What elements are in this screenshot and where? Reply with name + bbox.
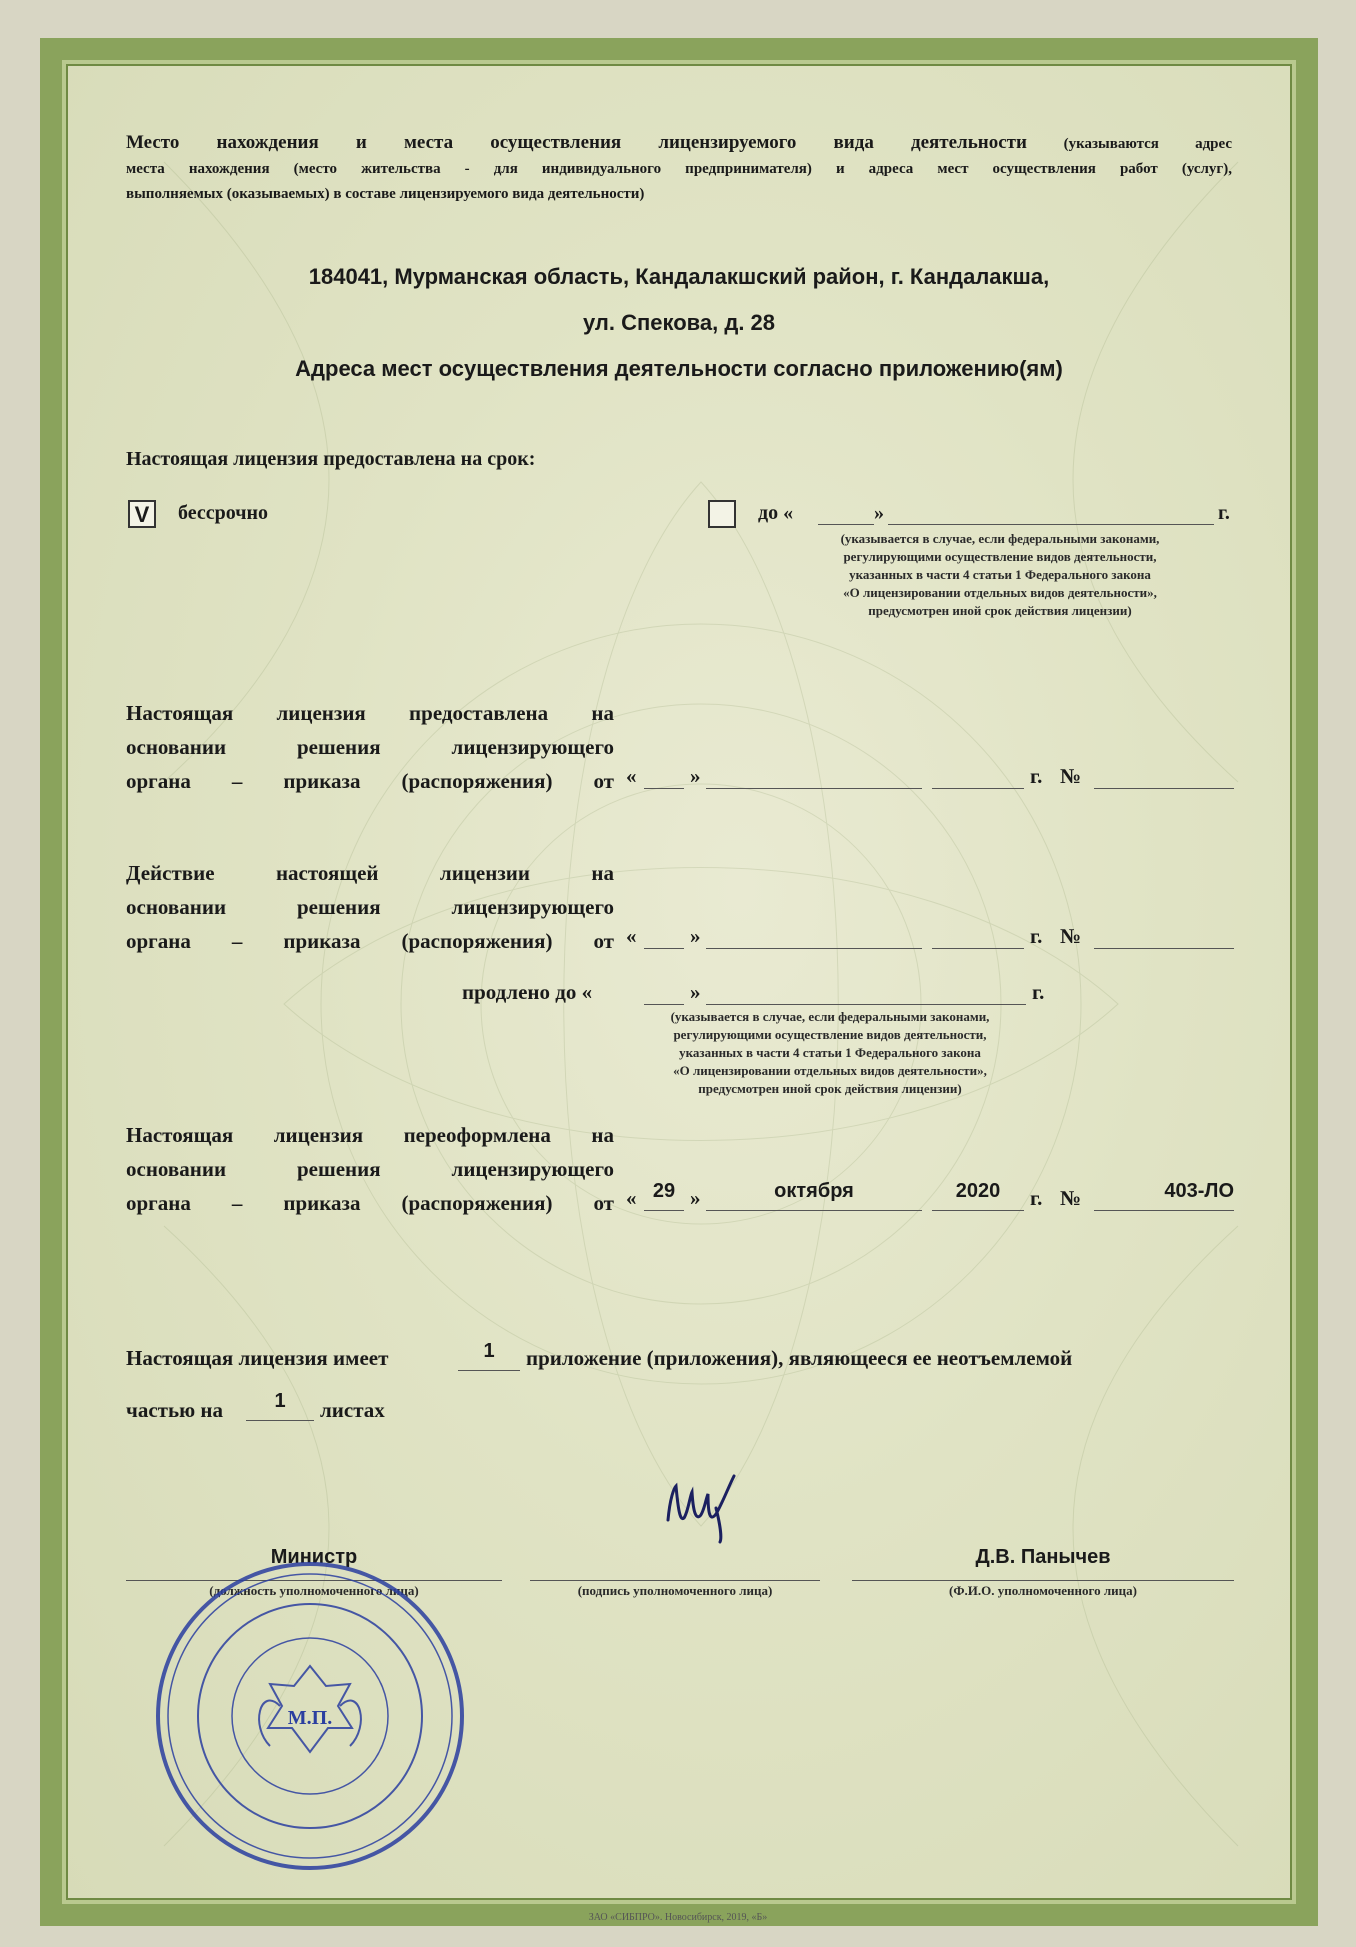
extended-year-suffix: г. xyxy=(1032,980,1045,1004)
extension-day-line xyxy=(644,920,684,949)
extended-until-label: продлено до « xyxy=(462,980,593,1004)
header-note-1: (указываются адрес xyxy=(1063,136,1232,152)
term-note-line: (указывается в случае, если федеральными законами, xyxy=(840,531,1160,546)
reissue-month: октября xyxy=(706,1180,922,1211)
attachments-text-after: приложение (приложения), являющееся ее неотъемлемой xyxy=(526,1346,1073,1370)
until-checkbox xyxy=(708,500,736,528)
extension-note xyxy=(620,1008,1040,1098)
address-line-1: 184041, Мурманская область, Кандалакшский район, г. Кандалакша, xyxy=(308,264,1050,289)
grant-day-line xyxy=(644,760,684,789)
term-heading: Настоящая лицензия предоставлена на срок: xyxy=(126,448,536,470)
extension-year-suffix: г. xyxy=(1030,924,1043,948)
grant-month-line xyxy=(706,760,922,789)
attachments-line2-after: листах xyxy=(320,1398,385,1422)
grant-open-quote: « xyxy=(626,764,637,788)
reissue-number: 403-ЛО xyxy=(1094,1180,1234,1211)
name-value: Д.В. Панычев xyxy=(975,1546,1111,1568)
extension-number-sign: № xyxy=(1060,924,1082,948)
extension-note-line: регулирующими осуществление видов деятельности, xyxy=(673,1027,987,1042)
indefinite-checkbox: V xyxy=(128,500,156,528)
attachments-sheets: 1 xyxy=(246,1390,314,1421)
extended-close-quote: » xyxy=(690,980,701,1004)
header-block xyxy=(126,130,1232,207)
reissue-line: основании решения лицензирующего xyxy=(126,1157,614,1181)
grant-line: Настоящая лицензия предоставлена на xyxy=(126,701,614,725)
indefinite-label: бессрочно xyxy=(178,502,269,524)
reissue-open-quote: « xyxy=(626,1186,637,1210)
address-line-3: Адреса мест осуществления деятельности согласно приложению(ям) xyxy=(295,356,1063,381)
grant-number-line xyxy=(1094,760,1234,789)
extended-day-line xyxy=(644,976,684,1005)
extended-date-line xyxy=(706,976,1026,1005)
reissue-block xyxy=(126,1118,614,1220)
term-note-line: предусмотрен иной срок действия лицензии) xyxy=(868,603,1132,618)
until-label: до « xyxy=(758,502,794,524)
extension-line: основании решения лицензирующего xyxy=(126,895,614,919)
reissue-year-suffix: г. xyxy=(1030,1186,1043,1210)
until-year-suffix: г. xyxy=(1218,502,1230,524)
signature-caption: (подпись уполномоченного лица) xyxy=(577,1583,773,1598)
attachments-count: 1 xyxy=(458,1340,520,1371)
extension-note-line: предусмотрен иной срок действия лицензии) xyxy=(698,1081,962,1096)
reissue-day: 29 xyxy=(644,1180,684,1211)
grant-close-quote: » xyxy=(690,764,701,788)
grant-year-line xyxy=(932,760,1024,789)
extension-line: Действие настоящей лицензии на xyxy=(126,861,614,885)
signature-line xyxy=(530,1546,820,1581)
extension-line: органа – приказа (распоряжения) от xyxy=(126,929,614,953)
extension-year-line xyxy=(932,920,1024,949)
reissue-number-sign: № xyxy=(1060,1186,1082,1210)
grant-line: органа – приказа (распоряжения) от xyxy=(126,769,614,793)
reissue-line: органа – приказа (распоряжения) от xyxy=(126,1191,614,1215)
extension-number-line xyxy=(1094,920,1234,949)
name-caption: (Ф.И.О. уполномоченного лица) xyxy=(949,1583,1137,1598)
header-note-2: места нахождения (место жительства - для индивидуального предпринимателя) и адреса мест осуществления работ (услуг), xyxy=(126,161,1232,177)
handwritten-signature xyxy=(660,1468,750,1548)
until-day-line xyxy=(818,498,874,525)
grant-line: основании решения лицензирующего xyxy=(126,735,614,759)
grant-block xyxy=(126,696,614,798)
term-note-line: регулирующими осуществление видов деятельности, xyxy=(843,549,1157,564)
printer-footer: ЗАО «СИБПРО». Новосибирск, 2019, «Б» xyxy=(588,1912,768,1923)
extension-open-quote: « xyxy=(626,924,637,948)
position-caption: (должность уполномоченного лица) xyxy=(209,1583,419,1598)
official-seal xyxy=(150,1556,470,1876)
extension-close-quote: » xyxy=(690,924,701,948)
attachments-line2-before: частью на xyxy=(126,1398,223,1422)
reissue-year: 2020 xyxy=(932,1180,1024,1211)
extension-month-line xyxy=(706,920,922,949)
reissue-close-quote: » xyxy=(690,1186,701,1210)
term-note xyxy=(790,530,1210,620)
grant-number-sign: № xyxy=(1060,764,1082,788)
address-line-2: ул. Спекова, д. 28 xyxy=(582,310,776,335)
name-field xyxy=(852,1546,1234,1581)
reissue-line: Настоящая лицензия переоформлена на xyxy=(126,1123,614,1147)
header-title: Место нахождения и места осуществления лицензируемого вида деятельности xyxy=(126,132,1027,153)
header-note-3: выполняемых (оказываемых) в составе лицензируемого вида деятельности) xyxy=(126,186,645,202)
extension-note-line: указанных в части 4 статьи 1 Федерального закона xyxy=(679,1045,981,1060)
position-value: Министр xyxy=(270,1546,358,1568)
extension-note-line: «О лицензировании отдельных видов деятельности», xyxy=(673,1063,987,1078)
term-note-line: указанных в части 4 статьи 1 Федерального закона xyxy=(849,567,1151,582)
term-note-line: «О лицензировании отдельных видов деятельности», xyxy=(843,585,1157,600)
extension-note-line: (указывается в случае, если федеральными законами, xyxy=(670,1009,990,1024)
grant-year-suffix: г. xyxy=(1030,764,1043,788)
until-date-line xyxy=(888,498,1214,525)
stamp-mp-label: М.П. xyxy=(287,1707,333,1729)
extension-block xyxy=(126,856,614,958)
attachments-text-before: Настоящая лицензия имеет xyxy=(126,1346,389,1370)
until-quote-close: » xyxy=(874,502,884,524)
